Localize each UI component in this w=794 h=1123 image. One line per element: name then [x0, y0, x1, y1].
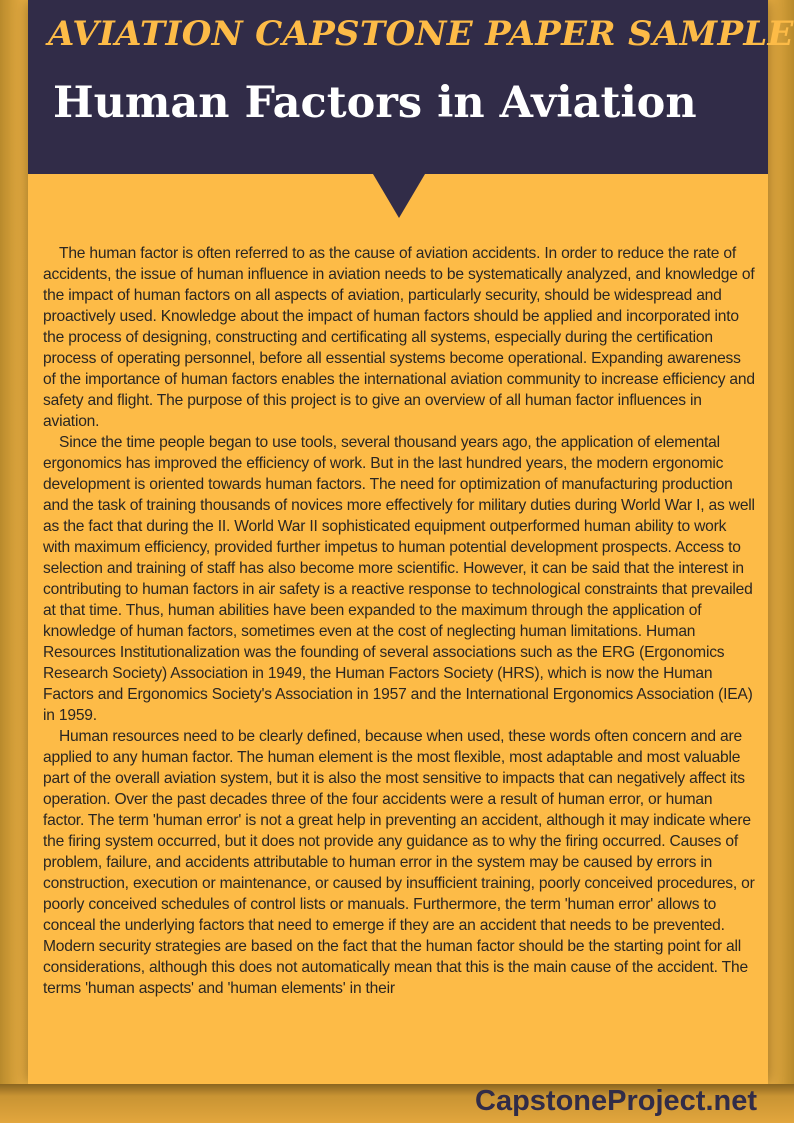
paper-body: [43, 243, 755, 999]
paragraph-2: Since the time people began to use tools, several thousand years ago, the application of elemental ergonomics has improved the efficiency of work. But in the last hundred years, the modern ergonomic development is oriented towards human factors. The need for optimization of manufacturing production and the task of training thousands of novices more effectively for military duties during World War I, as well as the fact that during the II. World War II sophisticated equipment outperformed human ability to work with maximum efficiency, provided further impetus to human potential development prospects. Access to selection and training of staff has also become more scientific. However, it can be said that the interest in contributing to human factors in air safety is a reactive response to technological constraints that prevailed at that time. Thus, human abilities have been expanded to the maximum through the application of knowledge of human factors, sometimes even at the cost of neglecting human limitations. Human Resources Institutionalization was the founding of several associations such as the ERG (Ergonomics Research Society) Association in 1949, the Human Factors Society (HRS), which is now the Human Factors and Ergonomics Society's Association in 1957 and the International Ergonomics Association (IEA) in 1959.: [43, 434, 755, 724]
paragraph-3: Human resources need to be clearly defined, because when used, these words often concern and are applied to any human factor. The human element is the most flexible, most adaptable and most valuable part of the overall aviation system, but it is also the most sensitive to impacts that can negatively affect its operation. Over the past decades three of the four accidents were a result of human error, or human factor. The term 'human error' is not a great help in preventing an accident, although it may indicate where the firing system occurred, but it does not provide any guidance as to why the firing occurred. Causes of problem, failure, and accidents attributable to human error in the system may be caused by errors in construction, execution or maintenance, or caused by insufficient training, poorly conceived procedures, or poorly conceived schedules of control lists or manuals. Furthermore, the term 'human error' allows to conceal the underlying factors that need to emerge if they are an accident that needs to be prevented. Modern security strategies are based on the fact that the human factor should be the starting point for all considerations, although this does not automatically mean that this is the main cause of the accident. The terms 'human aspects' and 'human elements' in their: [43, 728, 755, 997]
paper-card: [28, 0, 794, 1084]
paragraph-1: The human factor is often referred to as the cause of aviation accidents. In order to reduce the rate of accidents, the issue of human influence in aviation needs to be systematically analyzed, and knowledge of the impact of human factors on all aspects of aviation, particularly security, should be widespread and proactively used. Knowledge about the impact of human factors should be applied and incorporated into the process of designing, constructing and certificating all systems, especially during the certification process of operating personnel, before all essential systems become operational. Expanding awareness of the importance of human factors enables the international aviation community to increase efficiency and safety and flight. The purpose of this project is to give an overview of all human factor influences in aviation.: [43, 245, 755, 430]
header-kicker: AVIATION CAPSTONE PAPER SAMPLE: [48, 14, 794, 54]
banner-pointer-icon: [373, 174, 425, 218]
header-banner: [28, 0, 794, 174]
page-title: Human Factors in Aviation: [53, 78, 697, 128]
brand-link[interactable]: CapstoneProject.net: [475, 1085, 757, 1117]
